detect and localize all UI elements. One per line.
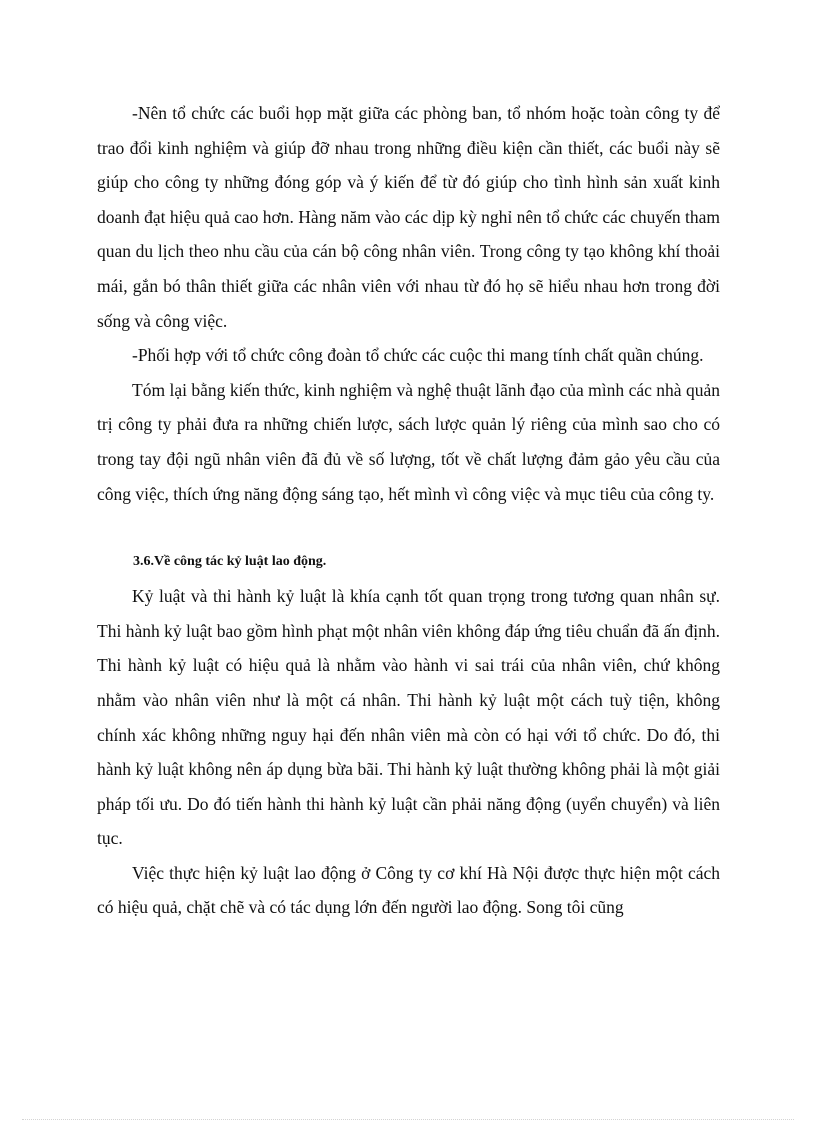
document-page (97, 96, 720, 925)
paragraph-union: -Phối hợp với tổ chức công đoàn tổ chức các cuộc thi mang tính chất quần chúng. (132, 345, 704, 366)
page-bottom-rule (22, 1119, 794, 1120)
section-heading: 3.6.Về công tác kỷ luật lao động. (133, 554, 327, 570)
section-spacer (97, 511, 720, 545)
paragraph-meetings: -Nên tổ chức các buổi họp mặt giữa các phòng ban, tổ nhóm hoặc toàn công ty để trao đổi kinh nghiệm và giúp đỡ nhau trong những điều kiện cần thiết, các buổi này sẽ giúp cho công ty những đóng góp và ý kiến để từ đó giúp cho tình hình sản xuất kinh doanh đạt hiệu quả cao hơn. Hàng năm vào các dịp kỳ nghỉ nên tổ chức các chuyến tham quan du lịch theo nhu cầu của cán bộ công nhân viên. Trong công ty tạo không khí thoải mái, gắn bó thân thiết giữa các nhân viên với nhau từ đó họ sẽ hiểu nhau hơn trong đời sống và công việc. (97, 103, 720, 331)
paragraph-summary: Tóm lại bằng kiến thức, kinh nghiệm và nghệ thuật lãnh đạo của mình các nhà quản trị công ty phải đưa ra những chiến lược, sách lược quản lý riêng của mình sao cho có trong tay đội ngũ nhân viên đã đủ về số lượng, tốt về chất lượng đảm gảo yêu cầu của công việc, thích ứng năng động sáng tạo, hết mình vì công việc và mục tiêu của công ty. (97, 379, 720, 504)
paragraph-discipline: Kỷ luật và thi hành kỷ luật là khía cạnh tốt quan trọng trong tương quan nhân sự. Thi hành kỷ luật bao gồm hình phạt một nhân viên không đáp ứng tiêu chuẩn đã ấn định. Thi hành kỷ luật có hiệu quả là nhằm vào hành vi sai trái của nhân viên, chứ không nhằm vào nhân viên như là một cá nhân. Thi hành kỷ luật một cách tuỳ tiện, không chính xác không những nguy hại đến nhân viên mà còn có hại với tổ chức. Do đó, thi hành kỷ luật không nên áp dụng bừa bãi. Thi hành kỷ luật thường không phải là một giải pháp tối ưu. Do đó tiến hành thi hành kỷ luật cần phải năng động (uyển chuyển) và liên tục. (97, 586, 720, 849)
paragraph-implementation: Việc thực hiện kỷ luật lao động ở Công ty cơ khí Hà Nội được thực hiện một cách có hiệu quả, chặt chẽ và có tác dụng lớn đến người lao động. Song tôi cũng (97, 862, 720, 918)
